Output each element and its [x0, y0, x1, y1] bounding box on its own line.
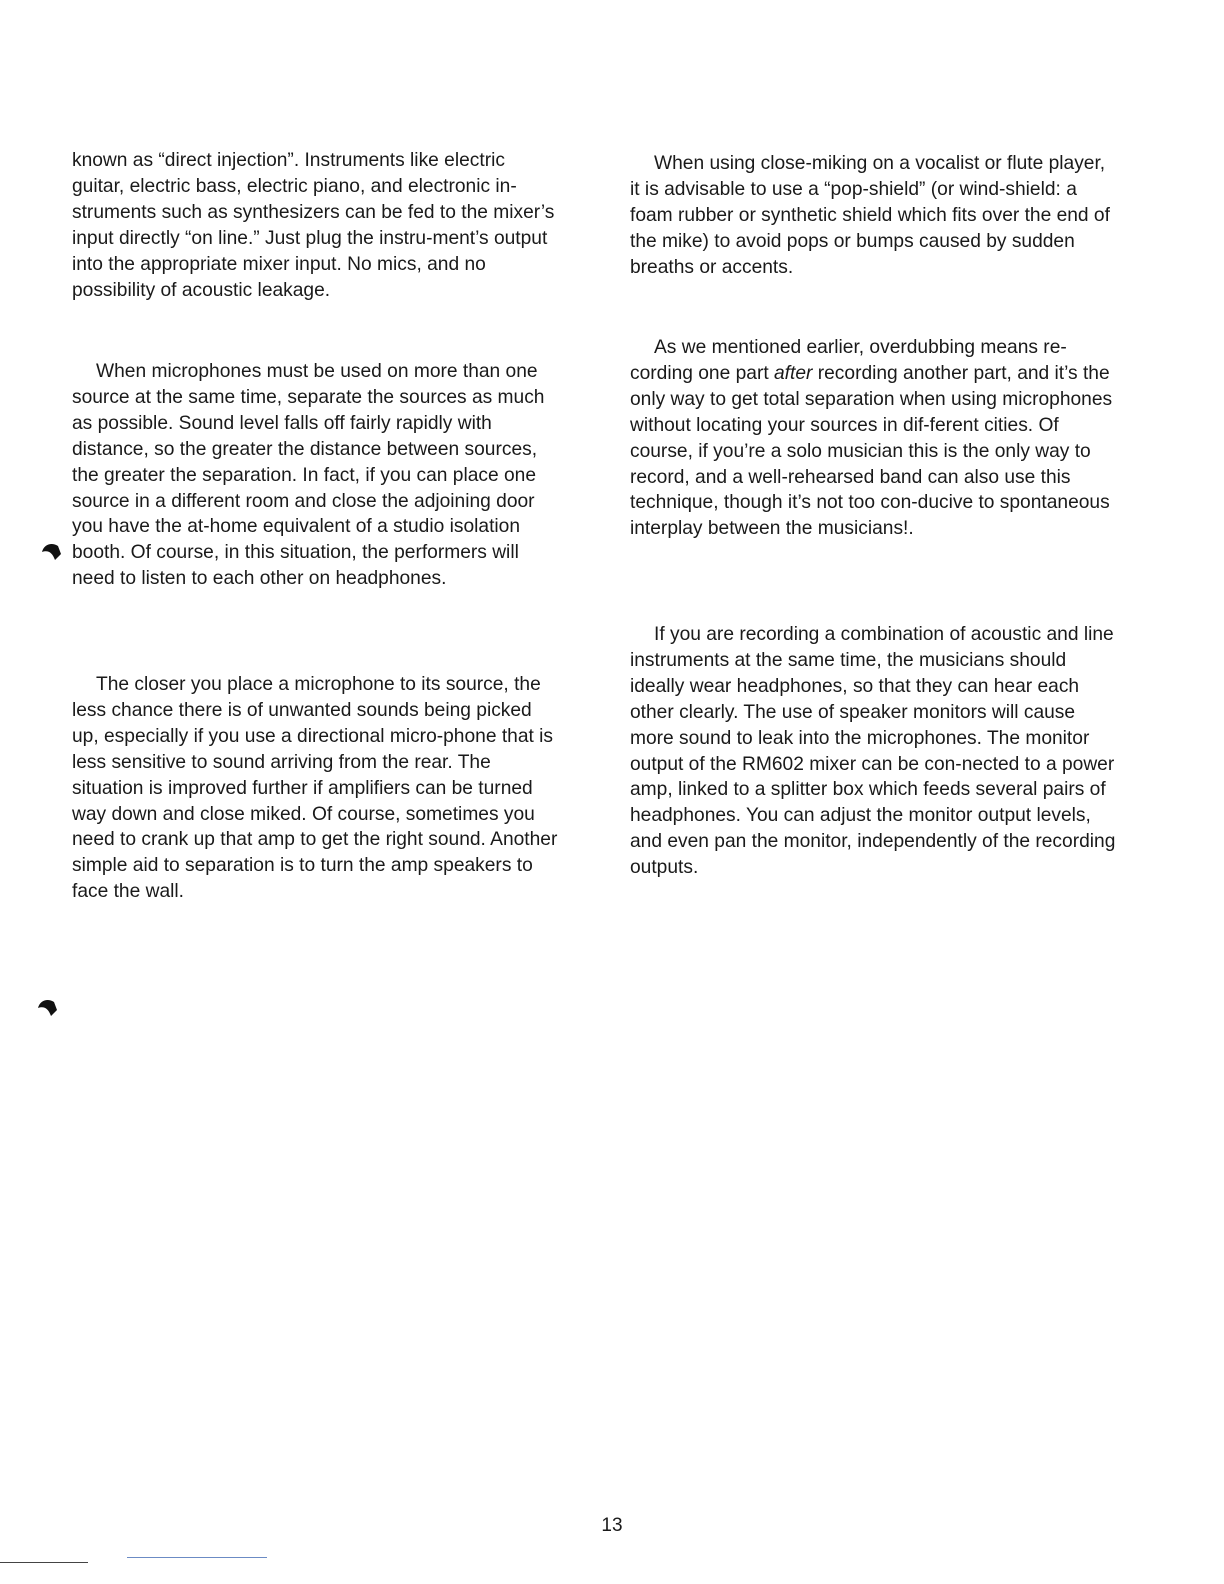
- overdubbing-emphasis: after: [774, 362, 813, 384]
- page-number: 13: [601, 1515, 623, 1536]
- overdubbing-text-end: recording another part, and it’s the only way to get total separation when using microphones without locating your sources in dif-ferent cities. Of course, if you’re a solo musician this is the only way to record, and a well-rehearsed band can also use this technique, though it’s not too con-ducive to spontaneous interplay between the musicians!.: [630, 362, 1113, 540]
- paragraph-direct-injection: known as “direct injection”. Instruments like electric guitar, electric bass, electric piano, and electronic in-struments such as synthesizers can be fed to the mixer’s input directly “on line.” Just plug the instru-ment’s output into the appropriate mixer input. No mics, and no possibility of acoustic leakage.: [72, 150, 555, 301]
- paragraph-separate-sources: When microphones must be used on more than one source at the same time, separate the sources as much as possible. Sound level falls off fairly rapidly with distance, so the greater the distance between sources, the greater the separation. In fact, if you can place one source in a different room and close the adjoining door you have the at-home equivalent of a studio isolation booth. Of course, in this situation, the performers will need to listen to each other on headphones.: [72, 361, 545, 590]
- binding-hole-mark-icon: [36, 996, 58, 1018]
- paragraph-pop-shield: When using close-miking on a vocalist or flute player, it is advisable to use a “pop-shield” (or wind-shield: a foam rubber or synthetic shield which fits over the end of the mike) to avoid pops or bumps caused by sudden breaths or accents.: [630, 153, 1110, 278]
- paragraph-headphone-monitoring: If you are recording a combination of acoustic and line instruments at the same time, the musicians should ideally wear headphones, so that they can hear each other clearly. The use of speaker monitors will cause more sound to leak into the microphones. The monitor output of the RM602 mixer can be con-nected to a power amp, linked to a splitter box which feeds several pairs of headphones. You can adjust the monitor output levels, and even pan the monitor, independently of the recording outputs.: [630, 624, 1116, 879]
- paragraph-close-miking: The closer you place a microphone to its source, the less chance there is of unwanted sounds being picked up, especially if you use a directional micro-phone that is less sensitive to sound arriving from the rear. The situation is improved further if amplifiers can be turned way down and close miked. Of course, sometimes you need to crank up that amp to get the right sound. Another simple aid to separation is to turn the amp speakers to face the wall.: [72, 674, 558, 903]
- bottom-divider: [0, 1562, 88, 1563]
- binding-hole-mark-icon: [40, 540, 62, 562]
- bottom-divider: [127, 1557, 267, 1558]
- paragraph-overdubbing: [630, 335, 1120, 542]
- overdubbing-text-start: As we mentioned earlier, overdubbing means re-cording one part: [630, 337, 1067, 384]
